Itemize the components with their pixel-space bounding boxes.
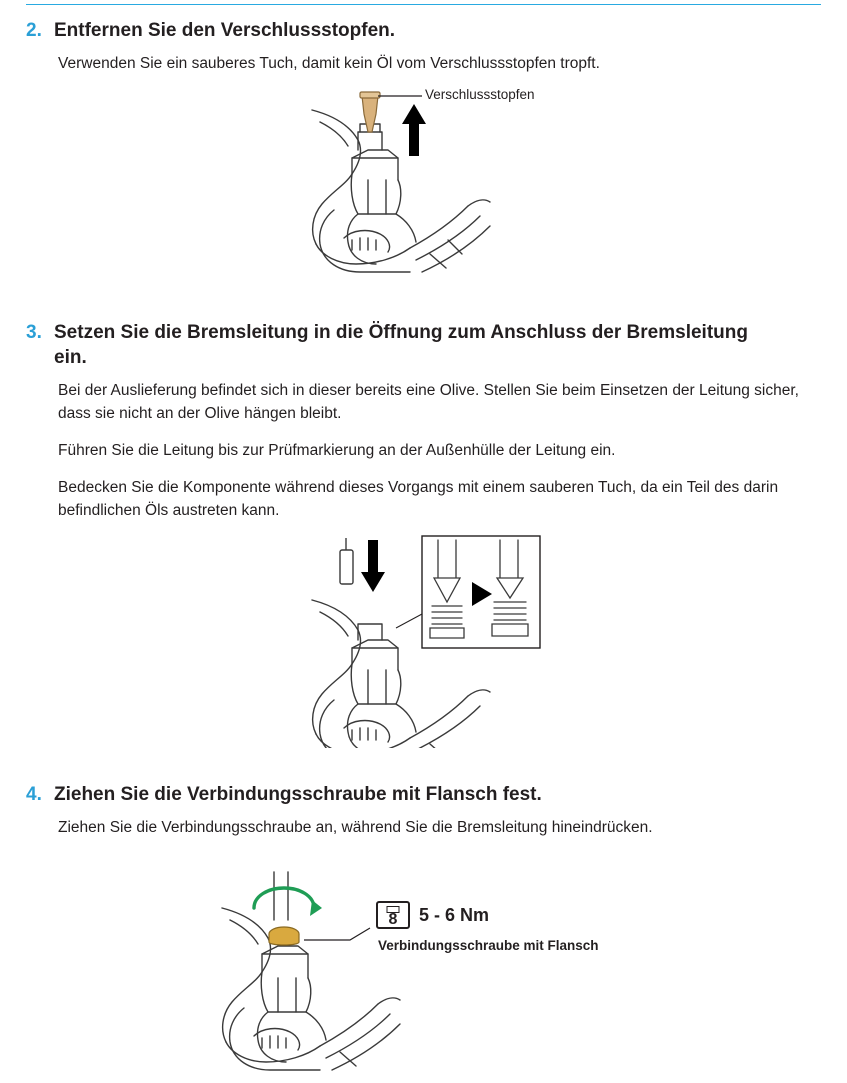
flange-bolt [269,927,299,945]
torque-caption: Verbindungsschraube mit Flansch [378,938,599,953]
caliper-illustration [200,528,620,748]
step-3-figure [200,528,620,748]
green-arrow-head-icon [310,900,322,916]
step-3-paragraph-3: Bedecken Sie die Komponente während dieses Vorgangs mit einem sauberen Tuch, da ein Teil des darin befindlichen Öls austreten kann. [58,479,779,519]
step-3-body [58,379,803,522]
step-2 [26,18,826,75]
step-2-title: Entfernen Sie den Verschlussstopfen. [54,20,396,41]
header-rule [26,4,821,5]
step-4-number: 4. [26,784,42,805]
step-2-paragraph-1: Verwenden Sie ein sauberes Tuch, damit kein Öl vom Verschlussstopfen tropft. [58,55,600,72]
caliper-illustration [200,868,660,1078]
step-2-body [58,52,803,75]
step-2-figure [200,88,620,288]
step-4-paragraph-1: Ziehen Sie die Verbindungsschraube an, während Sie die Bremsleitung hineindrücken. [58,819,653,836]
step-4-heading [26,782,826,807]
caliper-illustration [200,88,620,288]
step-4-body [58,816,803,839]
tool-size-value: 8 [388,911,398,928]
hose-icon [340,538,353,584]
step-3-paragraph-2: Führen Sie die Leitung bis zur Prüfmarkierung an der Außenhülle der Leitung ein. [58,442,616,459]
step-4-title: Ziehen Sie die Verbindungsschraube mit Flansch fest. [54,784,542,805]
plug-illustration [360,92,380,132]
torque-spec [376,901,489,929]
tool-size-icon [376,901,410,929]
step-3-number: 3. [26,322,42,343]
callout-label-plug: Verschlussstopfen [425,87,535,102]
step-3 [26,320,826,522]
detail-box [422,536,540,648]
step-4 [26,782,826,839]
step-2-heading [26,18,826,43]
torque-value: 5 - 6 Nm [419,904,490,925]
step-3-title: Setzen Sie die Bremsleitung in die Öffnung zum Anschluss der Bremsleitung ein. [54,322,748,368]
down-arrow-icon [361,540,385,592]
step-4-figure [200,868,660,1078]
step-2-number: 2. [26,20,42,41]
step-3-paragraph-1: Bei der Auslieferung befindet sich in dieser bereits eine Olive. Stellen Sie beim Einsetzen der Leitung sicher, dass sie nicht an der Olive hängen bleibt. [58,382,799,422]
green-rotation-arrow-icon [254,888,314,908]
step-3-heading [26,320,826,370]
up-arrow-icon [402,104,426,156]
